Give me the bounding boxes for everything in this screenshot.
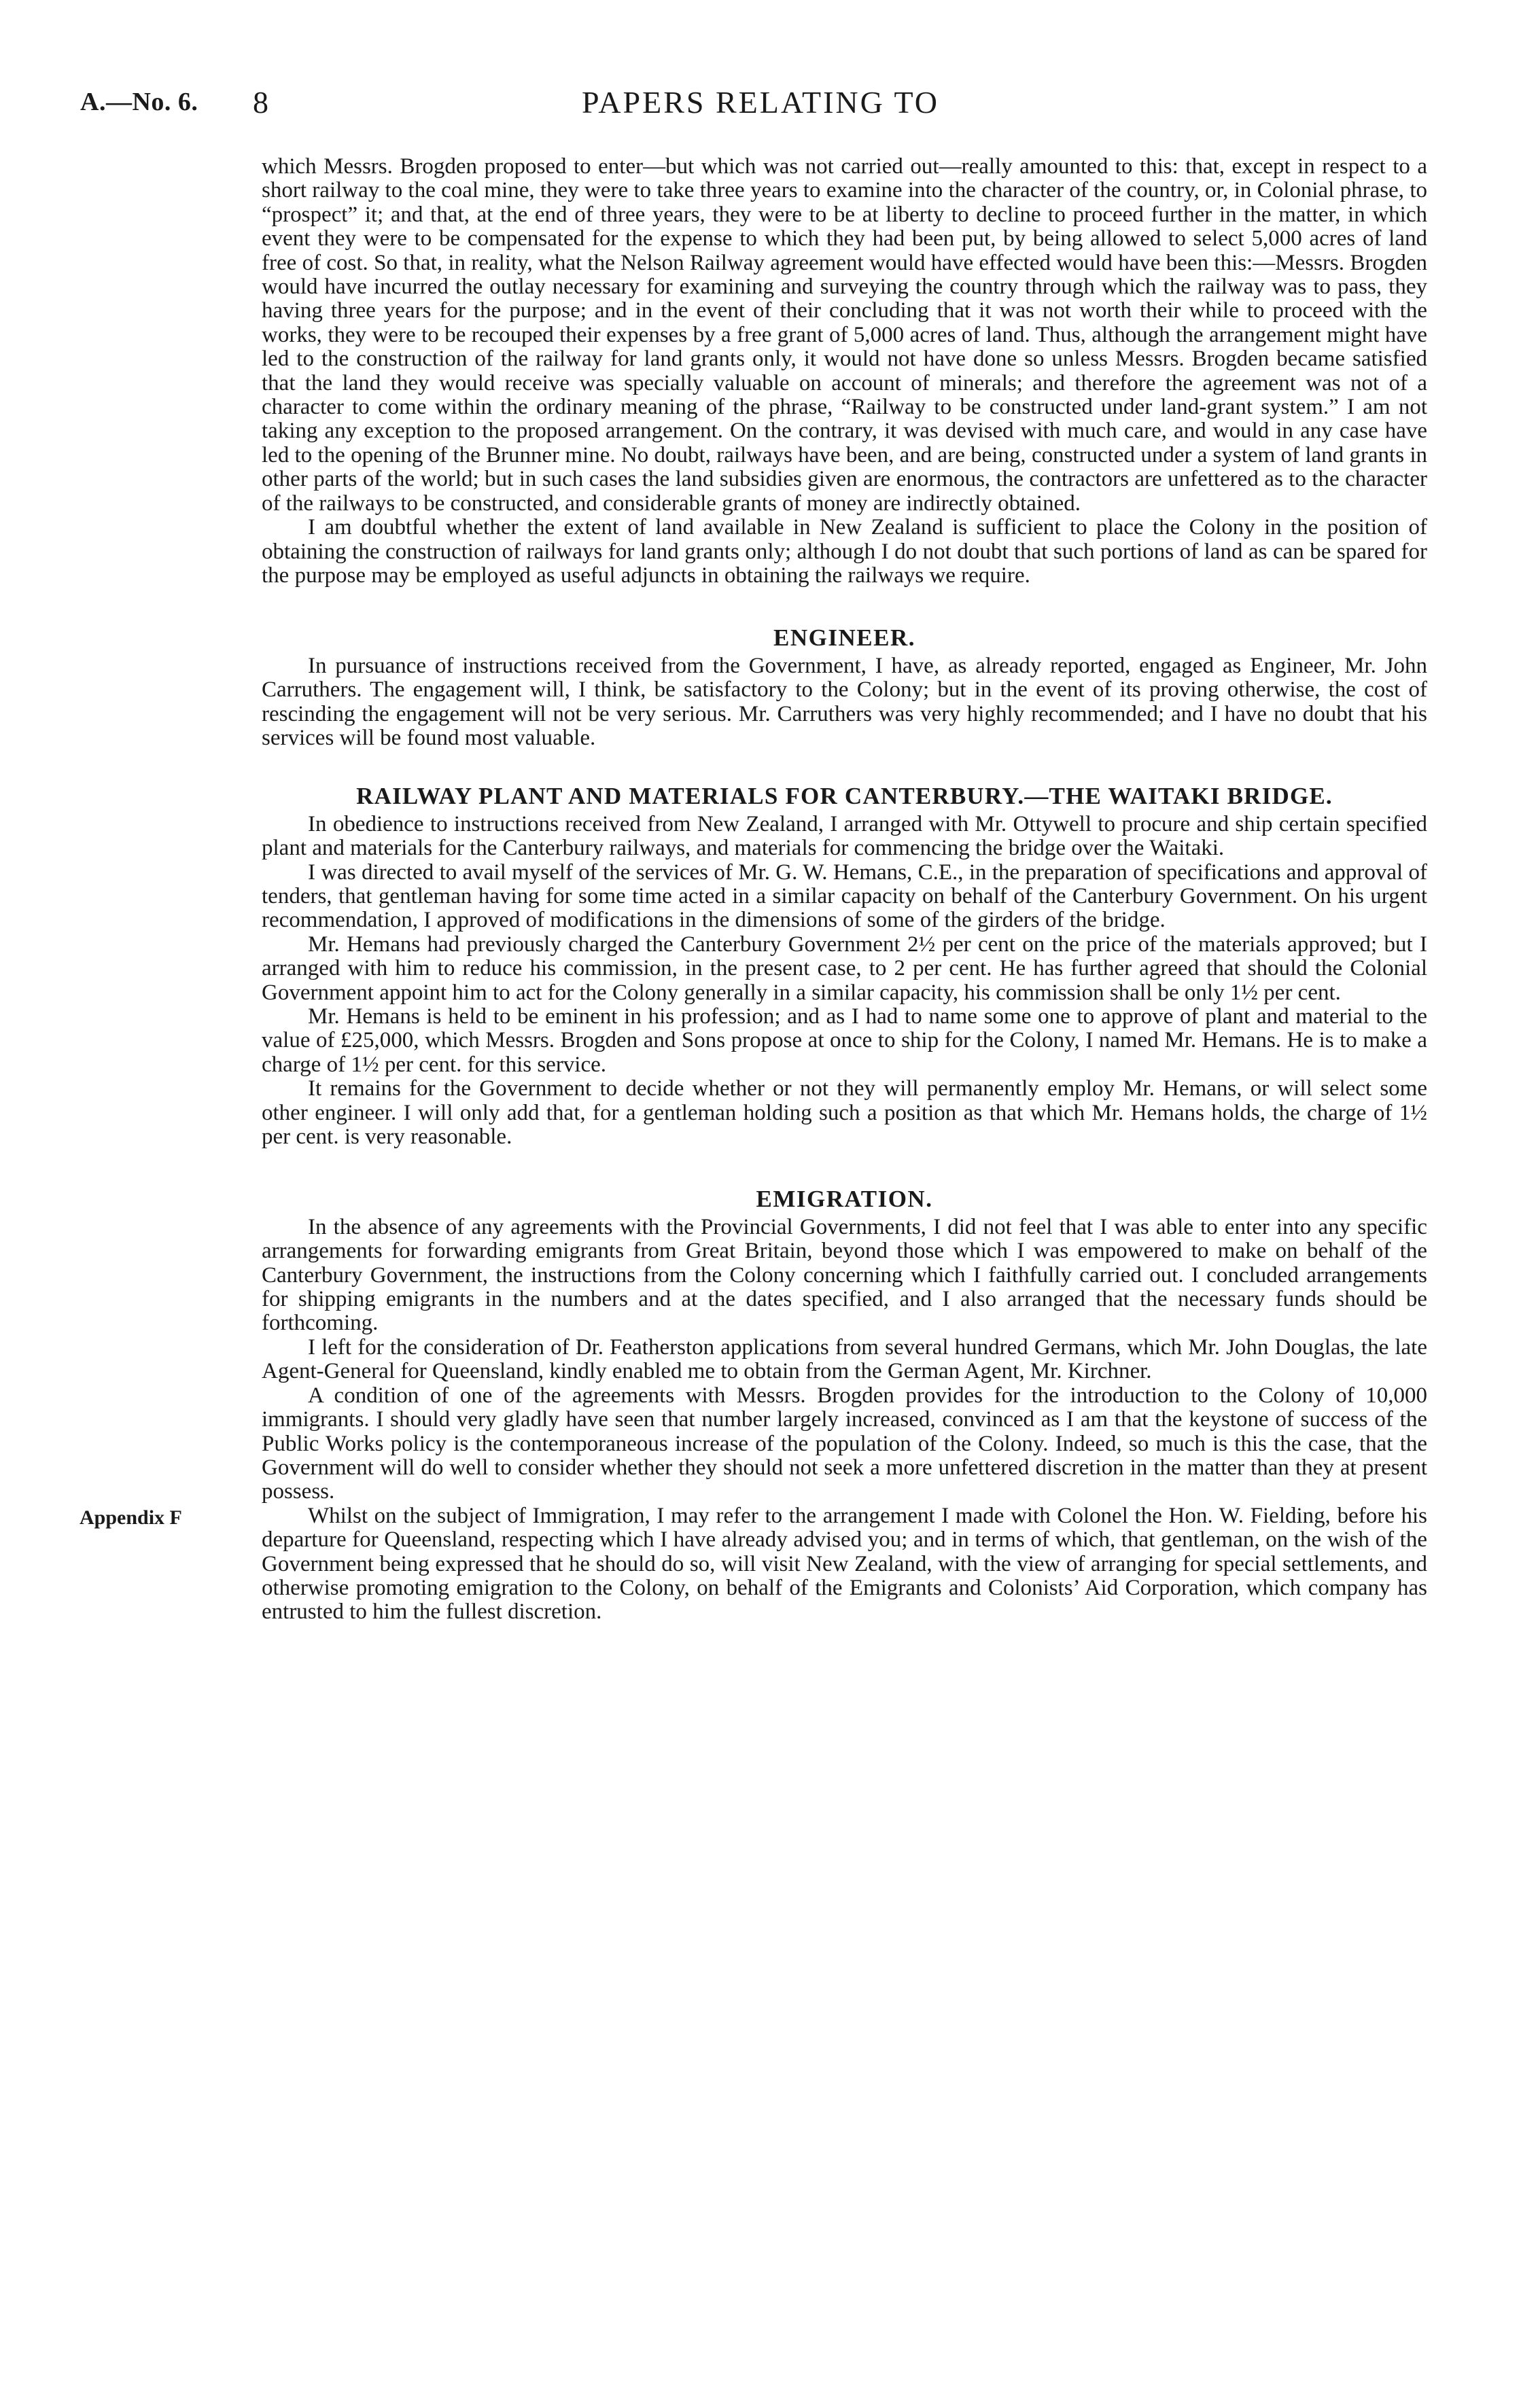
body-text [80,154,1427,1625]
margin-note-appendix: Appendix F [80,1506,182,1529]
paragraph: In obedience to instructions received from New Zealand, I arranged with Mr. Ottywell to procure and ship certain specified plant and materials for the Canterbury railways, and materials for commencing the bridge over the Waitaki. [262,811,1427,861]
paragraph: A condition of one of the agreements with Messrs. Brogden provides for the introduction to the Colony of 10,000 immigrants. I should very gladly have seen that number largely increased, convinced as I am that the keystone of success of the Public Works policy is the contemporaneous increase of the population of the Colony. Indeed, so much is this the case, that the Government will do well to consider whether they should not seek a more unfettered discretion in the matter than they at present possess. [262,1383,1427,1504]
paragraph: I was directed to avail myself of the services of Mr. G. W. Hemans, C.E., in the preparation of specifications and approval of tenders, that gentleman having for some time acted in a similar capacity on behalf of the Canterbury Government. On his urgent recommendation, I approved of modifications in the dimensions of some of the girders of the bridge. [262,860,1427,933]
paragraph: In the absence of any agreements with the Provincial Governments, I did not feel that I was able to enter into any specific arrangements for forwarding emigrants from Great Britain, beyond those which I was empowered to make on behalf of the Canterbury Government, the instructions from the Colony concerning which I faithfully carried out. I concluded arrangements for shipping emigrants in the numbers and at the dates specified, and I also arranged that the necessary funds should be forthcoming. [262,1214,1427,1336]
paragraph: Whilst on the subject of Immigration, I may refer to the arrangement I made with Colonel the Hon. W. Fielding, before his departure for Queensland, respecting which I have already advised you; and in terms of which, that gentleman, on the wish of the Government being expressed that he should do so, will visit New Zealand, with the view of arranging for special settlements, and otherwise promoting emigration to the Colony, on behalf of the Emigrants and Colonists’ Aid Corporation, which company has entrusted to him the fullest discretion. [262,1503,1427,1625]
page-number: 8 [253,85,268,120]
running-title: PAPERS RELATING TO [581,85,940,120]
paragraph: In pursuance of instructions received from the Government, I have, as already reported, engaged as Engineer, Mr. John Carruthers. The engagement will, I think, be satisfactory to the Colony; but in the event of its proving otherwise, the cost of rescinding the engagement will not be very serious. Mr. Carruthers was very highly recommended; and I have no doubt that his services will be found most valuable. [262,653,1427,750]
document-reference: A.—No. 6. [80,88,198,116]
paragraph: Mr. Hemans is held to be eminent in his profession; and as I had to name some one to approve of plant and material to the value of £25,000, which Messrs. Brogden and Sons propose at once to ship for the Colony, I named Mr. Hemans. He is to make a charge of 1½ per cent. for this service. [262,1004,1427,1077]
paragraph: I am doubtful whether the extent of land available in New Zealand is sufficient to place the Colony in the position of obtaining the construction of railways for land grants only; although I do not doubt that such portions of land as can be spared for the purpose may be employed as useful adjuncts in obtaining the railways we require. [262,515,1427,588]
section-heading-railway: RAILWAY PLANT AND MATERIALS FOR CANTERBURY.—THE WAITAKI BRIDGE. [356,783,1333,810]
section-heading-engineer: ENGINEER. [773,624,915,652]
paragraph-with-margin-note [80,1503,1427,1625]
paragraph: It remains for the Government to decide whether or not they will permanently employ Mr. Hemans, or will select some other engineer. I will only add that, for a gentleman holding such a position as that which Mr. Hemans holds, the charge of 1½ per cent. is very reasonable. [262,1076,1427,1150]
paragraph: Mr. Hemans had previously charged the Canterbury Government 2½ per cent on the price of the materials approved; but I arranged with him to reduce his commission, in the present case, to 2 per cent. He has further agreed that should the Colonial Government appoint him to act for the Colony generally in a similar capacity, his commission shall be only 1½ per cent. [262,932,1427,1005]
paragraph: I left for the consideration of Dr. Featherston applications from several hundred Germans, which Mr. John Douglas, the late Agent-General for Queensland, kindly enabled me to obtain from the German Agent, Mr. Kirchner. [262,1334,1427,1384]
section-heading-emigration: EMIGRATION. [756,1186,933,1213]
paragraph: which Messrs. Brogden proposed to enter—but which was not carried out—really amounted to this: that, except in respect to a short railway to the coal mine, they were to take three years to examine into the character of the country, or, in Colonial phrase, to “prospect” it; and that, at the end of three years, they were to be at liberty to decline to proceed further in the matter, in which event they were to be compensated for the expense to which they had been put, by being allowed to select 5,000 acres of land free of cost. So that, in reality, what the Nelson Railway agreement would have effected would have been this:—Messrs. Brogden would have incurred the outlay necessary for examining and surveying the country through which the railway was to pass, they having three years for the purpose; and in the event of their concluding that it was not worth their while to proceed with the works, they were to be recouped their expenses by a free grant of 5,000 acres of land. Thus, although the arrangement might have led to the construction of the railway for land grants only, it would not have done so unless Messrs. Brogden became satisfied that the land they would receive was specially valuable on account of minerals; and therefore the agreement was not of a character to come within the ordinary meaning of the phrase, “Railway to be constructed under land-grant system.” I am not taking any exception to the proposed arrangement. On the contrary, it was devised with much care, and would in any case have led to the opening of the Brunner mine. No doubt, railways have been, and are being, constructed under a system of land grants in other parts of the world; but in such cases the land subsidies given are enormous, the contractors are unfettered as to the character of the railways to be constructed, and considerable grants of money are indirectly obtained. [262,154,1427,516]
